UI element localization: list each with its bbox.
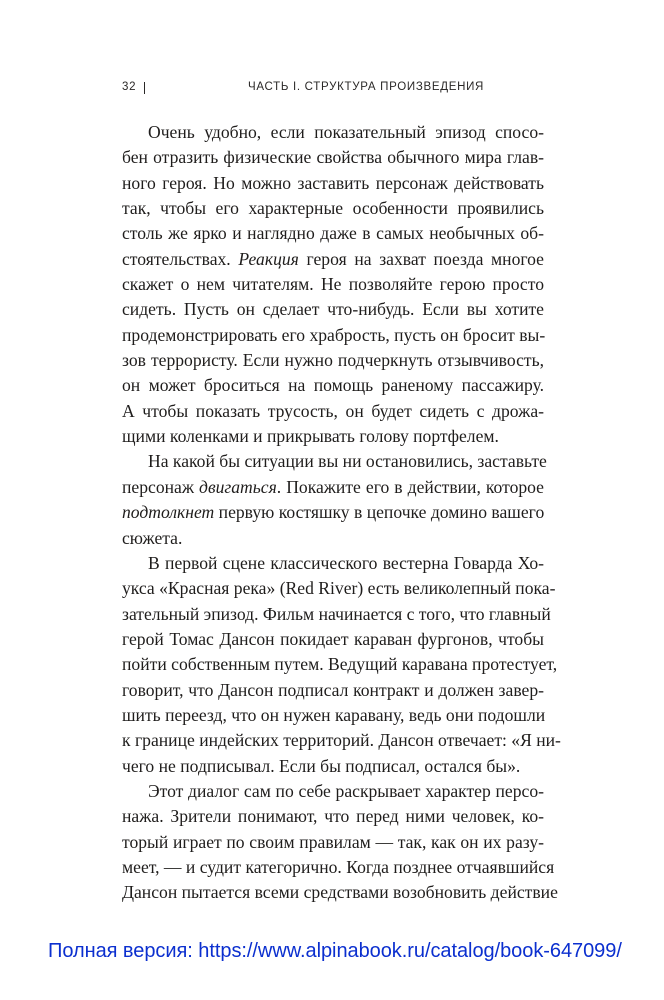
paragraph [122, 779, 558, 906]
text-segment: продемонстрировать его храбрость, пусть он бросит вы- [122, 324, 546, 345]
text-segment: укса «Красная река» (Red River) есть великолепный пока- [122, 578, 556, 599]
text-segment: Дансон пытается всеми средствами возобновить действие [122, 882, 558, 903]
text-segment: меет, — и судит категорично. Когда позднее отчаявшийся [122, 856, 555, 877]
text-segment: ного героя. Но можно заставить персонаж действовать [122, 172, 544, 193]
text-line [122, 120, 544, 145]
text-line [122, 323, 544, 348]
text-line [122, 627, 544, 652]
page-number: 32 [122, 81, 137, 93]
text-segment: герой Томас Дансон покидает караван фургонов, чтобы [122, 628, 544, 649]
running-title: ЧАСТЬ I. СТРУКТУРА ПРОИЗВЕДЕНИЯ [248, 81, 485, 93]
text-line [122, 196, 544, 221]
paragraph [122, 449, 547, 550]
text-line [122, 272, 544, 297]
text-line [122, 247, 544, 272]
text-line [122, 475, 544, 500]
text-line [122, 500, 544, 525]
text-line [122, 754, 544, 779]
text-line [122, 602, 551, 627]
text-segment: щими коленками и прикрывать голову портфелем. [122, 426, 499, 447]
text-line [122, 880, 558, 905]
text-line [122, 830, 544, 855]
text-line [122, 728, 561, 753]
text-line [122, 652, 558, 677]
text-line [122, 373, 544, 398]
text-line [122, 576, 556, 601]
emphasis-text: Реакция [238, 248, 299, 269]
text-segment: пойти собственным путем. Ведущий каравана протестует, [122, 654, 558, 675]
text-segment: персонаж [122, 476, 200, 497]
paragraph [122, 120, 544, 449]
text-segment: А чтобы показать трусость, он будет сидеть с дрожа- [122, 400, 544, 421]
text-segment: он может броситься на помощь раненому пассажиру. [122, 375, 544, 396]
text-line [122, 424, 544, 449]
text-segment: столь же ярко и наглядно даже в самых необычных об- [122, 223, 544, 244]
text-segment: торый играет по своим правилам — так, как он их разу- [122, 831, 544, 852]
emphasis-text: подтолкнет [122, 502, 215, 523]
paragraph [122, 551, 561, 779]
text-line [122, 449, 547, 474]
text-line [122, 221, 544, 246]
text-segment: героя на захват поезда многое [298, 248, 544, 269]
text-segment: шить переезд, что он нужен каравану, ведь они подошли [122, 704, 546, 725]
text-line [122, 779, 544, 804]
text-segment: зов террористу. Если нужно подчеркнуть отзывчивость, [122, 350, 544, 371]
text-line [122, 551, 544, 576]
text-line [122, 297, 544, 322]
text-line [122, 855, 555, 880]
text-line [122, 399, 544, 424]
text-line [122, 804, 544, 829]
text-segment: говорит, что Дансон подписал контракт и должен завер- [122, 679, 544, 700]
text-segment: первую костяшку в цепочке домино вашего [214, 502, 545, 523]
text-line [122, 145, 544, 170]
text-segment: так, чтобы его характерные особенности проявились [122, 198, 544, 219]
text-line [122, 678, 544, 703]
text-segment: . Покажите его в действии, которое [276, 476, 544, 497]
text-segment: Очень удобно, если показательный эпизод спосо- [148, 122, 544, 142]
text-segment: нажа. Зрители понимают, что перед ними человек, ко- [122, 806, 544, 827]
text-segment: В первой сцене классического вестерна Говарда Хо- [148, 552, 544, 573]
emphasis-text: двигаться [199, 476, 277, 497]
text-segment: скажет о нем читателям. Не позволяйте герою просто [122, 274, 544, 295]
header-divider [144, 82, 145, 94]
text-segment: к границе индейских территорий. Дансон отвечает: «Я ни- [122, 730, 561, 751]
full-version-link[interactable]: Полная версия: https://www.alpinabook.ru/catalog/book-647099/ [48, 940, 622, 962]
text-segment: зательный эпизод. Фильм начинается с того, что главный [122, 603, 551, 624]
text-segment: На какой бы ситуации вы ни остановились, заставьте [148, 451, 547, 472]
text-line [122, 526, 544, 551]
text-segment: сюжета. [122, 527, 183, 548]
text-segment: стоятельствах. [122, 248, 239, 269]
text-segment: бен отразить физические свойства обычного мира глав- [122, 147, 544, 168]
text-line [122, 171, 544, 196]
text-segment: чего не подписывал. Если бы подписал, остался бы». [122, 755, 521, 776]
body-text [122, 120, 561, 906]
text-line [122, 703, 544, 728]
text-segment: Этот диалог сам по себе раскрывает характер персо- [148, 780, 544, 801]
running-header [122, 81, 542, 97]
text-segment: сидеть. Пусть он сделает что-нибудь. Если вы хотите [122, 299, 544, 320]
text-line [122, 348, 544, 373]
